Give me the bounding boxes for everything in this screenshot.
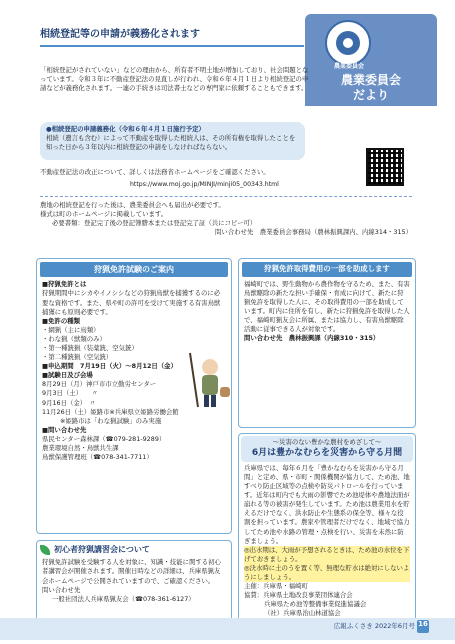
badge-title-line2: だより [352,88,389,102]
divider [40,196,412,197]
exam-note: ※姫路市は「わな猟試験」のみ実施 [60,416,162,425]
disaster-box [238,433,416,629]
sponsor-item: 兵庫県ため池等整備事業促進協議会 [264,600,367,609]
badge-org: 農業委員会 [333,63,364,70]
type-item: ・第一種銃猟（装薬銃、空気銃） [42,344,138,353]
sponsor-head: 主催：兵庫県・福崎町 [244,582,308,591]
qr-code[interactable] [366,148,404,186]
contact-item: 農業環境自然・鳥獣共生課 [42,444,119,453]
subsidy-box [238,258,416,428]
disaster-point: ◎出水期は、大雨が予想されるときは、ため池の水位を下げておきましょう。 [244,545,410,563]
intro-paragraph: 「相続登記がされていない」などの理由から、所有者不明土地が増加しており、社会問題となっています。令和３年に不動産登記法の見直しが行われ、令和６年４月１日より相続登記の申請などが義務化されます。一連の手続きは司法書士などの専門家に依頼することもできます。 [40,66,309,93]
date-item: 8月29日（月）神戸市市立勤労センター [42,380,157,389]
sponsor-item: （社）兵庫県治山林道協会 [264,609,341,618]
disaster-point: ◎決水時に土のうを置く等、無理な貯水は絶対にしないようにしましょう。 [244,563,410,581]
moj-link[interactable]: https://www.moj.go.jp/MINJI/minji05_00343.html [130,181,279,188]
hunting-exam-title: 狩猟免許試験のご案内 [40,262,228,277]
beginner-title: 初心者狩猟講習会について [54,545,150,554]
notice-contact: 問い合わせ先 農業委員会事務局（農林振興課内、内線314・315） [215,228,412,237]
notice [40,201,412,237]
issue-label: 広報ふくさき 2022年6月号 [333,622,415,630]
type-item: ・わな猟（獣類のみ） [42,334,106,343]
disaster-lead: 〜災害のない豊かな農村をめざして〜 [272,438,382,446]
type-item: ・網猟（主に鳥類） [42,325,100,334]
notice-line2: 様式は町のホームページに掲載しています。 [40,210,168,219]
obligation-box [40,122,305,160]
beginner-body: 狩猟免許試験を受験する人を対象に、知識・技能に関する初心者講習会が開催されます。開催日時などの詳細は、兵庫県猟友会ホームページで公開されていますので、ご確認ください。 [42,558,221,585]
beginner-contact: 一般社団法人兵庫県猟友会（☎078-361-6127） [52,594,195,603]
obligation-head: ●相続登記の申請義務化（令和６年４月１日施行予定） [46,125,205,133]
sponsor-item: 協賛：兵庫県土地改良事業団体連合会 [244,591,353,600]
hunter-illustration-icon [178,347,232,413]
page-number: 16 [417,620,429,633]
disaster-title: 6月は豊かなむらを災害から守る月間 [251,448,403,459]
emblem-icon [325,20,371,66]
more-info-text: 不動産登記法の改正について、詳しくは法務省ホームページをご確認ください。 [40,168,270,176]
subsidy-title: 狩猟免許取得費用の一部を助成します [242,262,412,277]
obligation-body: 相続（遺言も含む）によって不動産を取得した相続人は、その所有権を取得したことを知った日から３年以内に相続登記の申請をしなければならない。 [46,134,296,152]
notice-line1: 農地の相続登記を行った後は、農業委員会へも届出が必要です。 [40,201,225,209]
date-item: 9月3日（土） 〃 [42,389,99,398]
sec4-head: ■試験日及び会場 [42,371,93,380]
badge-title-line1: 農業委員会 [340,73,401,87]
subsidy-contact: 問い合わせ先 農林振興課（内線310・315） [244,334,380,343]
badge-title [310,73,432,103]
contact-item: 鳥獣保護管理班（☎078-341-7711） [42,453,153,462]
contact-item: 県民センター森林課（☎079-281-9289） [42,434,166,443]
disaster-body: 兵庫県では、毎年６月を「豊かなむらを災害から守る月間」と定め、県・市町・関係機関が協力して、ため池、地すべり防止区域等の点検や防災パトロールを行っています。近年は町内でも大雨の影響でため池堤体や農地法面が崩れる等の被害が発生しています。ため池は農業用水を貯えるだけでなく、洪水防止や生態系の保全等、様々な役割を担っています。農家や管理者だけでなく、地域で協力してため池や水路の管理・点検を行い、災害を未然に防ぎましょう。 [244,463,410,545]
article-title: 相続登記等の申請が義務化されます [40,29,200,40]
sec1-body: 狩猟期間中にシカやイノシシなどの狩猟鳥獣を捕獲するのに必要な資格です。また、県や町の許可を受けて実施する有害鳥獣捕獲にも原則必要です。 [42,289,221,316]
date-item: 11月26日（土）姫路市※兵庫県立姫路労働会館 [42,407,179,416]
title-underline [40,45,304,47]
type-item: ・第二種銃猟（空気銃） [42,353,113,362]
beginner-contact-head: 問い合わせ先 [42,585,81,594]
notice-line3: 必要書類：登記完了後の登記簿謄本または登記完了証（共にコピー可） [52,219,257,228]
sec5-head: ■問い合わせ先 [42,425,87,434]
sec2-head: ■免許の種類 [42,316,80,325]
sec3-head: ■申込期間 7月19日（火）〜8月12日（金） [42,362,177,371]
disaster-header [241,436,413,462]
sec1-head: ■狩猟免許とは [42,280,87,289]
leaf-icon [40,545,50,555]
date-item: 9月16日（金） 〃 [42,398,96,407]
subsidy-body: 福崎町では、野生動物から農作物を守るため、また、有害鳥獣駆除の新たな担い手確保・育成に向けて、新たに狩猟免許を取得した人に、その取得費用の一部を助成しています。町内に住所を有し、新たに狩猟免許を取得した人で、福崎町猟友会に所属、または協力し、有害鳥獣駆除活動に従事できる人が対象です。 [244,279,410,333]
